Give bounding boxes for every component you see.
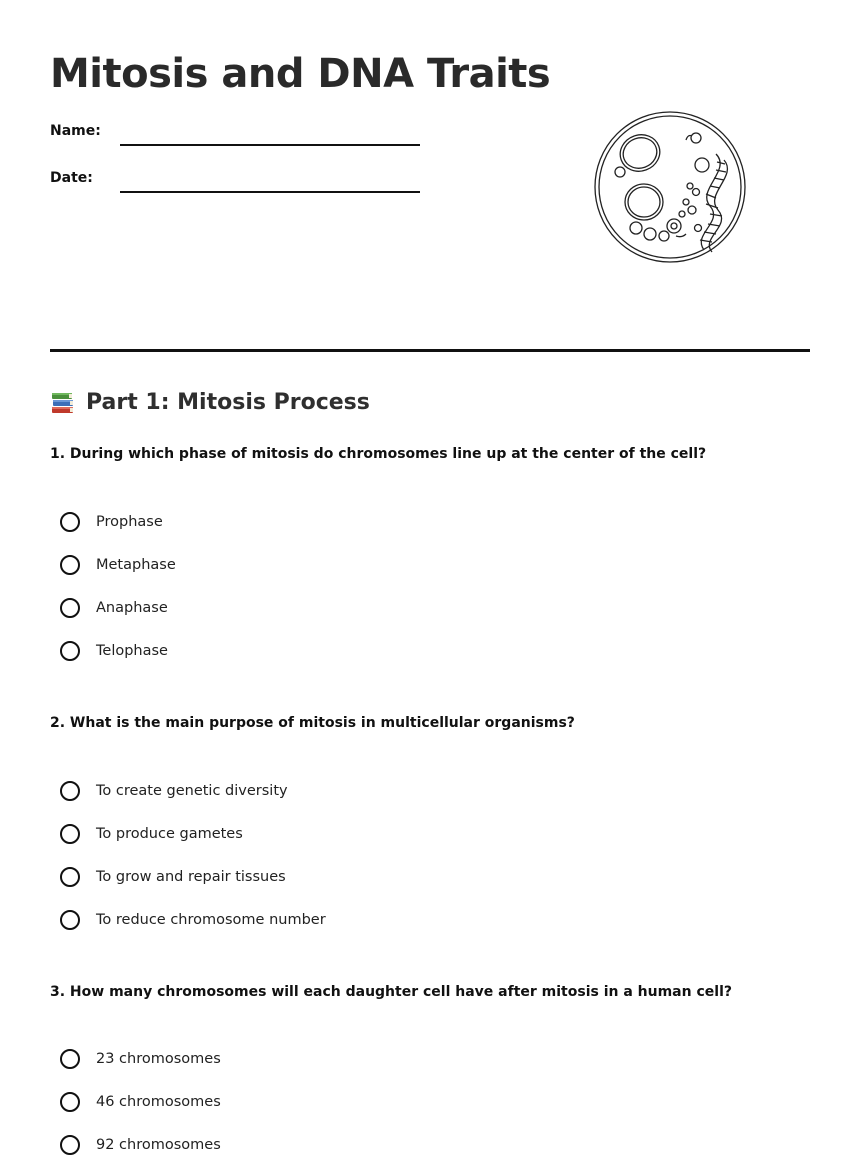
question-3: 3. How many chromosomes will each daughter cell have after mitosis in a human cell? [50,984,732,1000]
question-2: 2. What is the main purpose of mitosis in multicellular organisms? [50,715,575,731]
radio-button[interactable] [60,512,80,532]
q3-option-2[interactable] [60,1089,221,1115]
name-answer-line[interactable] [120,144,420,146]
q3-option-3[interactable] [60,1132,221,1158]
radio-button[interactable] [60,555,80,575]
name-field-row [50,122,420,140]
question-1: 1. During which phase of mitosis do chromosomes line up at the center of the cell? [50,446,707,462]
worksheet-title: Mitosis and DNA Traits [50,51,551,97]
date-label: Date: [50,170,93,186]
option-label: Metaphase [96,557,176,573]
name-label: Name: [50,123,101,139]
section-divider [50,349,810,352]
radio-button[interactable] [60,867,80,887]
option-label: To reduce chromosome number [96,912,326,928]
part1-title: Part 1: Mitosis Process [86,390,370,415]
q1-option-2[interactable] [60,552,176,578]
radio-button[interactable] [60,598,80,618]
date-answer-line[interactable] [120,191,420,193]
radio-button[interactable] [60,641,80,661]
cell-with-dna-icon [592,110,748,266]
q2-option-2[interactable] [60,821,243,847]
radio-button[interactable] [60,910,80,930]
option-label: Prophase [96,514,163,530]
radio-button[interactable] [60,781,80,801]
q2-option-3[interactable] [60,864,286,890]
option-label: 23 chromosomes [96,1051,221,1067]
radio-button[interactable] [60,824,80,844]
option-label: 92 chromosomes [96,1137,221,1153]
q1-option-3[interactable] [60,595,168,621]
date-field-row [50,169,420,187]
option-label: To grow and repair tissues [96,869,286,885]
q1-option-4[interactable] [60,638,168,664]
q3-option-1[interactable] [60,1046,221,1072]
radio-button[interactable] [60,1135,80,1155]
option-label: Anaphase [96,600,168,616]
option-label: To create genetic diversity [96,783,288,799]
option-label: 46 chromosomes [96,1094,221,1110]
q1-option-1[interactable] [60,509,163,535]
radio-button[interactable] [60,1049,80,1069]
radio-button[interactable] [60,1092,80,1112]
option-label: Telophase [96,643,168,659]
part1-heading [50,388,370,418]
q2-option-4[interactable] [60,907,326,933]
option-label: To produce gametes [96,826,243,842]
books-icon [50,390,76,416]
q2-option-1[interactable] [60,778,288,804]
